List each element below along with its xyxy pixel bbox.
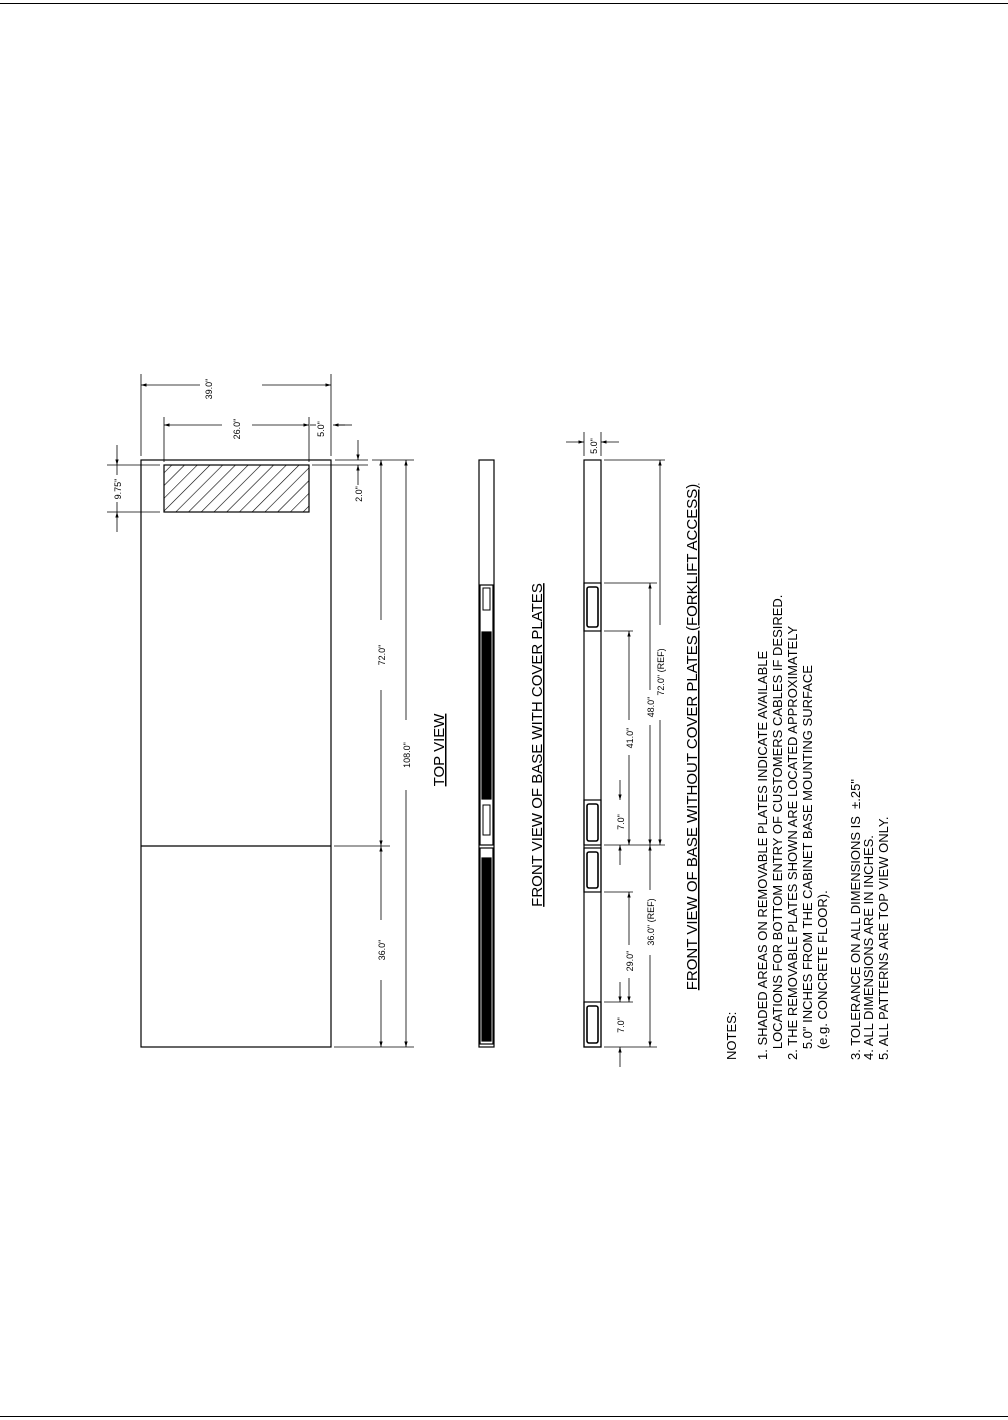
dim-front-41: 41.0" (625, 727, 635, 749)
dim-108: 108.0" (402, 742, 412, 768)
top-view-outline (141, 460, 331, 1047)
note-line: 4. ALL DIMENSIONS ARE IN INCHES. (861, 835, 876, 1060)
dim-front-48: 48.0" (646, 696, 656, 718)
notes-heading: NOTES: (724, 1011, 739, 1060)
front-view-with-plates (479, 460, 494, 1047)
note-line: 5. ALL PATTERNS ARE TOP VIEW ONLY. (876, 816, 891, 1060)
dim-front-7-lower: 7.0" (616, 1017, 626, 1033)
cable-entry-plate (164, 465, 309, 512)
dim-front-5: 5.0" (589, 438, 599, 454)
top-view (141, 460, 331, 1047)
dim-72: 72.0" (377, 644, 387, 666)
dim-26: 26.0" (232, 418, 242, 440)
front-view-without-plates (584, 460, 601, 1047)
base-without-plates-outline (584, 460, 601, 1047)
dim-front-29: 29.0" (625, 950, 635, 972)
note-line: 5.0" INCHES FROM THE CABINET BASE MOUNTING SURFACE (800, 665, 815, 1060)
dim-2: 2.0" (354, 486, 364, 502)
dim-front-7-upper: 7.0" (616, 814, 626, 830)
note-line: 1. SHADED AREAS ON REMOVABLE PLATES INDICATE AVAILABLE (755, 650, 770, 1060)
dim-9-75: 9.75" (113, 478, 123, 500)
dim-front-36-ref: 36.0" (REF) (646, 898, 656, 946)
title-front-with-plates: FRONT VIEW OF BASE WITH COVER PLATES (529, 583, 546, 907)
note-line: (e.g. CONCRETE FLOOR). (815, 890, 830, 1060)
vent-grille-lower (482, 858, 491, 1041)
title-top-view: TOP VIEW (431, 713, 448, 787)
note-line: 2. THE REMOVABLE PLATES SHOWN ARE LOCATED APPROXIMATELY (785, 625, 800, 1060)
dim-front-72-ref: 72.0" (REF) (656, 648, 666, 696)
title-front-without-plates: FRONT VIEW OF BASE WITHOUT COVER PLATES (FORKLIFT ACCESS) (684, 483, 701, 991)
note-line: 3. TOLERANCE ON ALL DIMENSIONS IS ±.25" (848, 779, 863, 1060)
dim-39: 39.0" (204, 378, 214, 400)
front-view-dimensions (566, 432, 665, 1067)
forklift-opening-inner (587, 587, 598, 1043)
vent-grille-upper (482, 632, 491, 799)
dim-36: 36.0" (377, 939, 387, 961)
note-line: LOCATIONS FOR BOTTOM ENTRY OF CUSTOMERS CABLES IF DESIRED. (770, 594, 785, 1060)
notes-list (755, 595, 891, 1060)
dim-5: 5.0" (316, 421, 326, 437)
